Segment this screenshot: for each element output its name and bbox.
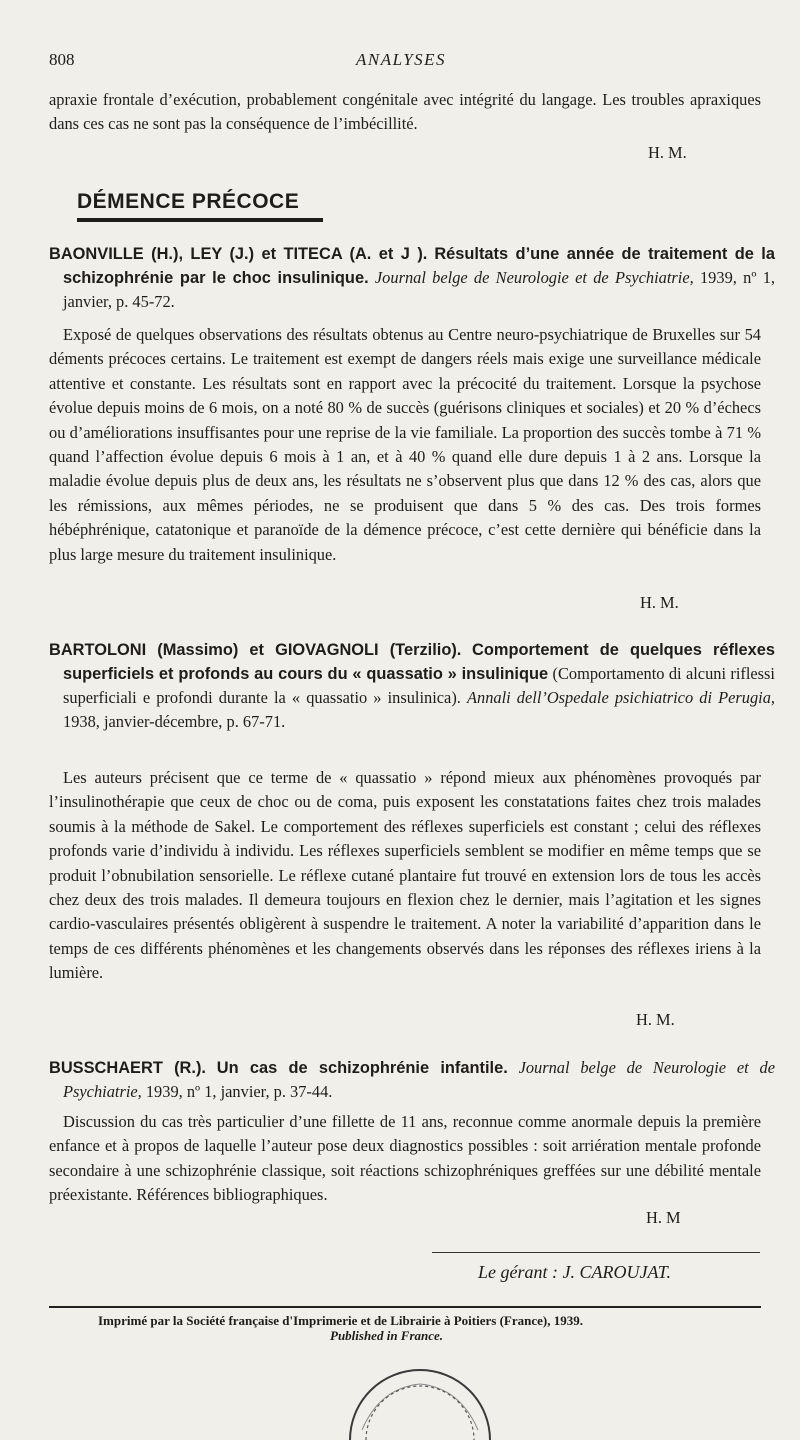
gerant-rule [432,1252,760,1253]
gerant-text: Le gérant : J. CAROUJAT. [478,1262,671,1282]
entry-2-title: Comportement de quelques réflexes superficiels et profonds au cours du « quassatio » insulinique [63,641,775,683]
entry-3-title: Un cas de schizophrénie infantile. [216,1059,508,1077]
entry-3-journal: Journal belge de Neurologie et de Psychiatrie, [63,1058,775,1101]
entry-2-authors: BARTOLONI (Massimo) et GIOVAGNOLI (Terzilio). [49,641,462,659]
entry-3-citation: 1939, nº 1, janvier, p. 37-44. [145,1082,333,1101]
running-title: ANALYSES [356,50,447,69]
entry-3-header [49,1056,775,1104]
entry-1-abstract: Exposé de quelques observations des résultats obtenus au Centre neuro-psychiatrique de Bruxelles sur 54 déments précoces certains. Le traitement est exempt de dangers réels mais exige une surveillance médicale attentive et constante. Les résultats sont en rapport avec la précocité du traitement. Lorsque la psychose évolue depuis moins de 6 mois, on a noté 80 % de succès (guérisons cliniques et sociales) et 20 % d’échecs ou d’améliorations insuffisantes pour une reprise de la vie familiale. La proportion des succès tombe à 71 % quand l’affection évolue depuis 6 mois à 1 an, et à 40 % quand elle dure depuis 1 à 2 ans. Lorsque la maladie évolue depuis plus de deux ans, les résultats ne s’observent plus que dans 12 % des cas, alors que les rémissions, aux mêmes périodes, ne se produisent que dans 5 % des cas. Des trois formes hébéphrénique, catatonique et paranoïde de la démence précoce, c’est cette dernière qui bénéficie dans la plus large mesure du traitement insulinique. [49,325,761,564]
library-stamp-icon [340,1360,500,1440]
entry-2-abstract: Les auteurs précisent que ce terme de « quassatio » répond mieux aux phénomènes provoqués par l’insulinothérapie que ceux de choc ou de coma, puis exposent les constatations faites chez trois malades soumis à la méthode de Sakel. Le comportement des réflexes superficiels est constant ; celui des réflexes profonds varie d’individu à individu. Les réflexes superficiels semblent se modifier en même temps que se produit l’obnubilation sensorielle. Le réflexe cutané plantaire fut trouvé en extension lors de tous les accès chez deux des trois malades. Il demeura toujours en flexion chez le dernier, mais l’agitation et les signes cardio-vasculaires présentés obligèrent à suspendre le traitement. A noter la variabilité d’apparition dans le temps de ces différents phénomènes et les changements observés dans les réponses des réflexes iriens à la lumière. [49,768,761,983]
entry-1-title: Résultats d’une année de traitement de la schizophrénie par le choc insulinique. [63,245,775,287]
entry-3-authors: BUSSCHAERT (R.). [49,1059,206,1077]
entry-1-abstract-paragraph [49,323,761,567]
section-title: DÉMENCE PRÉCOCE [77,190,300,213]
entry-2-citation: 1938, janvier-décembre, p. 67-71. [63,712,286,731]
entry-1-header [49,242,775,314]
entry-2-abstract-paragraph [49,766,761,986]
entry-1-citation: 1939, nº 1, janvier, p. 45-72. [63,268,775,311]
footer-rule [49,1306,761,1308]
page-number: 808 [49,50,75,69]
published-line: Published in France. [330,1328,444,1343]
entry-3-signature: H. M [646,1208,681,1227]
entry-3-abstract-paragraph [49,1110,761,1208]
entry-1-authors: BAONVILLE (H.), LEY (J.) et TITECA (A. et J ). [49,245,428,263]
entry-2-header [49,638,775,734]
entry-2-original-title: (Comportamento di alcuni riflessi superficiali e profondi durante la « quassatio » insulinica). [63,664,775,707]
intro-text: apraxie frontale d’exécution, probablement congénitale avec intégrité du langage. Les troubles apraxiques dans ces cas ne sont pas la conséquence de l’imbécillité. [49,90,761,134]
gerant-line [478,1262,671,1283]
section-underline [77,218,323,222]
entry-2-signature: H. M. [636,1010,675,1029]
intro-signature: H. M. [648,143,687,162]
intro-paragraph [49,88,761,137]
entry-2-journal: Annali dell’Ospedale psichiatrico di Perugia, [467,688,775,707]
printer-line: Imprimé par la Société française d'Imprimerie et de Librairie à Poitiers (France), 1939. [98,1313,583,1328]
entry-1-journal: Journal belge de Neurologie et de Psychiatrie, [374,268,694,287]
entry-3-abstract: Discussion du cas très particulier d’une fillette de 11 ans, reconnue comme anormale depuis la première enfance et à propos de laquelle l’auteur pose deux diagnostics possibles : soit arriération mentale profonde secondaire à une schizophrénie classique, soit réactions schizophréniques greffées sur une débilité mentale préexistante. Références bibliographiques. [49,1112,761,1205]
entry-1-signature: H. M. [640,593,679,612]
